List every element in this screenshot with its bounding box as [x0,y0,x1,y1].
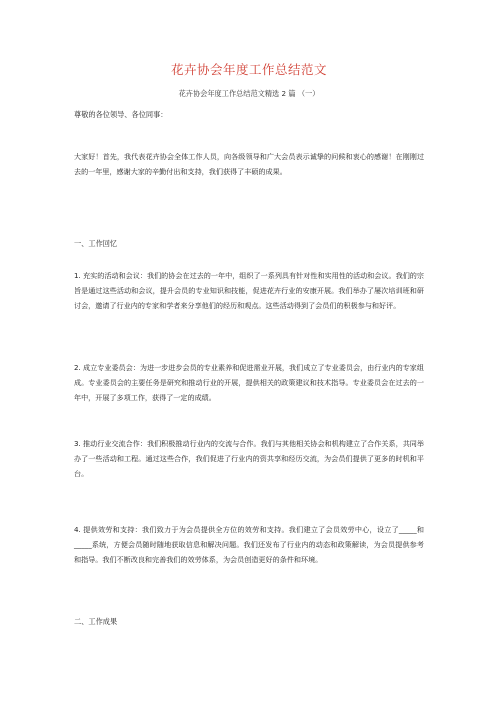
intro-paragraph: 大家好！首先，我代表花卉协会全体工作人员，向各级领导和广大会员表示诚挚的问候和衷心的感谢！在刚刚过去的一年里，感谢大家的辛勤付出和支持，我们获得了丰硕的成果。 [74,152,424,176]
list-item-cooperation: 3. 推动行业交流合作：我们积极推动行业内的交流与合作。我们与其他相关协会和机构建立了合作关系，共同举办了一些活动和工程。通过这些合作，我们促进了行业内的资共享和经历交流，为会员们提供了更多的时机和平台。 [74,439,424,478]
section-heading-results: 二、工作成果 [74,617,118,626]
salutation: 尊敬的各位领导、各位同事： [74,110,168,119]
section-heading-review: 一、工作回忆 [74,239,118,248]
list-item-services: 4. 提供效劳和支持：我们致力于为会员提供全方位的效劳和支持。我们建立了会员效劳中心，设立了_____和_____系统，方便会员随时随地获取信息和解决问题。我们还发布了行业内的动态和政策解读，为会员提供参考和指导。我们不断改良和完善我们的效劳体系，为会员创造更好的条件和环境。 [74,525,424,564]
list-item-activities: 1. 充实的活动和会议：我们的协会在过去的一年中，组织了一系列具有针对性和实用性的活动和会议。我们的宗旨是通过这些活动和会议，提升会员的专业知识和技能，促进花卉行业的安康开展。我们举办了屡次培训班和研讨会，邀请了行业内的专家和学者来分享他们的经历和观点。这些活动得到了会员们的积极参与和好评。 [74,271,424,310]
list-item-committee: 2. 成立专业委员会：为进一步进步会员的专业素养和促进需业开展，我们成立了专业委员会，由行业内的专家组成。专业委员会的主要任务是研究和推动行业的开展，提供相关的政策建议和技术指导。专业委员会在过去的一年中，开展了多项工作，获得了一定的成绩。 [74,363,424,402]
document-subtitle: 花卉协会年度工作总结范文精选 2 篇 （一） [178,89,320,98]
document-title: 花卉协会年度工作总结范文 [170,62,327,77]
